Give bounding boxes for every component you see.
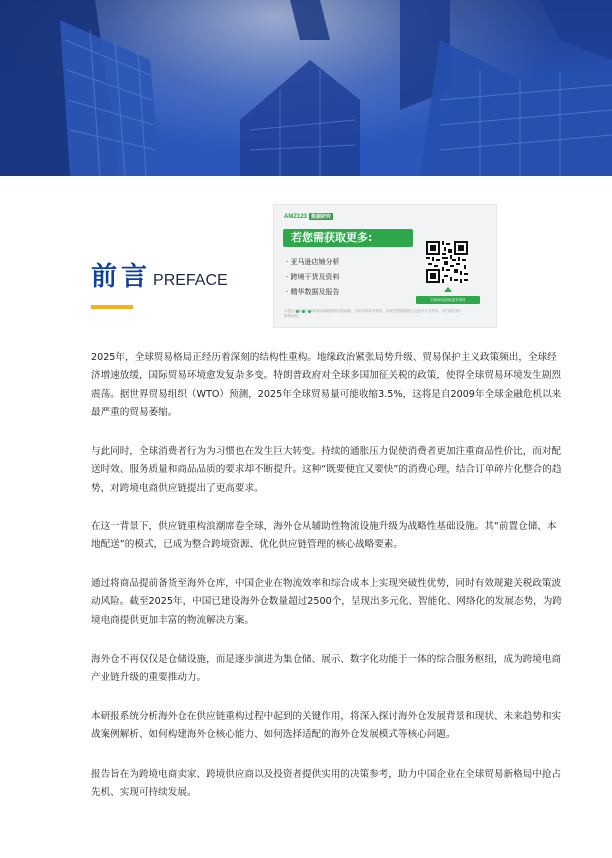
promo-fine-print: 本报告由AMZ123跨境电商数据研究院编制，仅供内部参考使用，如需完整数据报告及更多行业资讯，请扫描右侧二维码获取。 bbox=[284, 309, 463, 318]
paragraph: 在这一背景下，供应链重构浪潮席卷全球，海外仓从辅助性物流设施升级为战略性基础设施。其“前置仓储、本地配送”的模式，已成为整合跨境资源、优化供应链管理的核心战略要素。 bbox=[91, 521, 557, 551]
promo-bullet: · 精华数据及报告 bbox=[286, 288, 340, 296]
promo-bullet: · 跨境干货及资料 bbox=[286, 273, 340, 281]
promo-brand-tag: 数据研究 bbox=[311, 214, 332, 220]
qr-code-icon[interactable] bbox=[426, 241, 468, 283]
paragraph: 与此同时，全球消费者行为为习惯也在发生巨大转变。持续的通胀压力促使消费者更加注重商品性价比，而对配送时效、服务质量和商品品质的要求却不断提升。这种“既要便宜又要快”的消费心理，结合订单碎片化整合的趋势，对跨境电商供应链提出了更高要求。 bbox=[91, 446, 562, 494]
promo-bullet: · 亚马逊店铺分析 bbox=[286, 258, 340, 266]
arrow-up-icon bbox=[444, 287, 452, 292]
paragraph: 通过将商品提前备货至海外仓库，中国企业在物流效率和综合成本上实现突破性优势，同时有效规避关税政策波动风险。截至2025年，中国已建设海外仓数量超过2500个，呈现出多元化、智能化、网络化的发展态势，为跨境电商提供更加丰富的物流解决方案。 bbox=[91, 578, 562, 626]
promo-headline: 若您需获取更多: bbox=[283, 229, 413, 247]
paragraph: 海外仓不再仅仅是仓储设施，而是逐步演进为集仓储、展示、数字化功能于一体的综合服务枢纽，成为跨境电商产业链升级的重要推动力。 bbox=[91, 654, 562, 684]
page-title-zh: 前言 bbox=[91, 262, 152, 292]
paragraph: 本研报系统分析海外仓在供应链重构过程中起到的关键作用，将深入探讨海外仓发展背景和现状、未来趋势和实战案例解析、如何构建海外仓核心能力、如何选择适配的海外仓发展模式等核心问题。 bbox=[91, 711, 562, 741]
title-underline bbox=[91, 305, 133, 309]
promo-bullet-list bbox=[286, 255, 339, 300]
page-title bbox=[91, 256, 228, 293]
promo-brand bbox=[284, 213, 333, 220]
skyscraper-illustration bbox=[0, 0, 612, 176]
qr-scan-button[interactable]: 扫码添加获取更多资料 bbox=[416, 296, 480, 304]
promo-brand-name: AMZ123 bbox=[284, 214, 308, 220]
page-title-en: PREFACE bbox=[153, 272, 228, 289]
promo-card bbox=[273, 204, 497, 328]
paragraph: 2025年，全球贸易格局正经历着深刻的结构性重构。地缘政治紧张局势升级、贸易保护主义政策频出，全球经济增速放缓，国际贸易环境愈发复杂多变。特朗普政府对全球多国加征关税的政策，使得全球贸易环境发生剧烈震荡。据世界贸易组织（WTO）预测，2025年全球贸易量可能收缩3.5%，这将是自2009年全球金融危机以来最严重的贸易萎缩。 bbox=[91, 352, 562, 418]
hero-banner-image bbox=[0, 0, 612, 176]
paragraph: 报告旨在为跨境电商卖家、跨境供应商以及投资者提供实用的决策参考，助力中国企业在全球贸易新格局中抢占先机、实现可持续发展。 bbox=[91, 769, 562, 799]
